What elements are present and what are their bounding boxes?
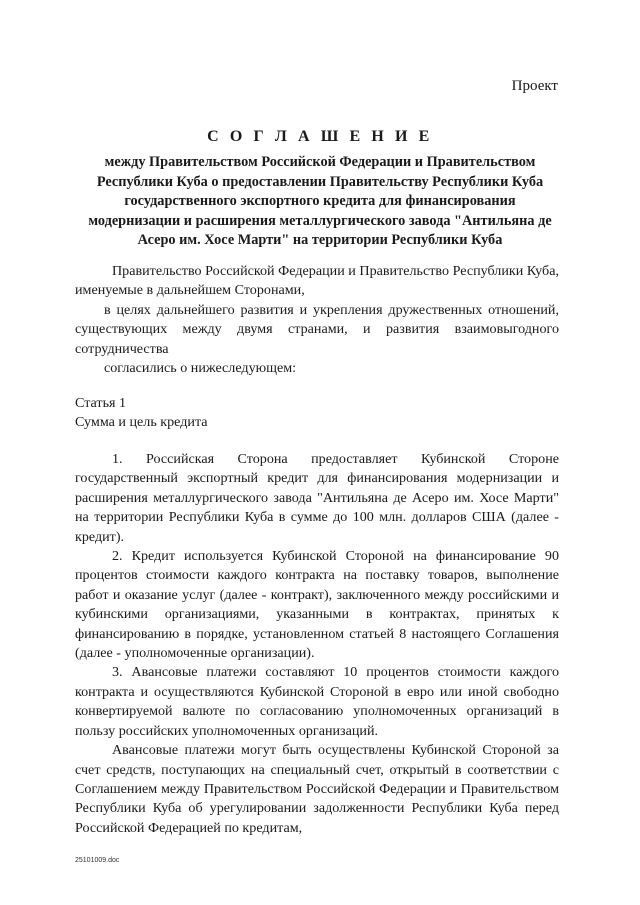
preamble-agreed: согласились о нижеследующем:: [104, 360, 297, 377]
article-1-paragraph: 2. Кредит используется Кубинской Стороной на финансирование 90 процентов стоимости каждого контракта на поставку товаров, выполнение работ и оказание услуг (далее - контракт), заключенного между российскими и кубинскими организациями, указанными в контрактах, принятых к финансированию в порядке, установленном статьей 8 настоящего Соглашения (далее - уполномоченные организации).: [75, 548, 559, 662]
draft-label: Проект: [511, 78, 558, 94]
preamble: [75, 262, 559, 378]
article-1-paragraph: 3. Авансовые платежи составляют 10 процентов стоимости каждого контракта и осуществляются Кубинской Стороной в евро или иной свободно конвертируемой валюте по согласованию уполномоченных организаций в пользу российских уполномоченных организаций.: [75, 664, 559, 739]
preamble-parties: Правительство Российской Федерации и Правительство Республики Куба, именуемые в дальнейшем Сторонами,: [75, 263, 559, 299]
document-title: С О Г Л А Ш Е Н И Е: [207, 128, 433, 145]
article-1-paragraph: Авансовые платежи могут быть осуществлены Кубинской Стороной за счет средств, поступающих на специальный счет, открытый в соответствии с Соглашением между Правительством Российской Федерации и Правительством Республики Куба об урегулировании задолженности Республики Куба перед Российской Федерацией по кредитам,: [75, 742, 559, 836]
file-code: 25101009.doc: [75, 857, 120, 864]
article-1-header: [75, 394, 559, 433]
article-1-number: Статья 1: [75, 395, 127, 411]
article-1-heading: Сумма и цель кредита: [75, 414, 208, 431]
article-1-body: [75, 450, 559, 838]
preamble-purpose: в целях дальнейшего развития и укрепления дружественных отношений, существующих между двумя странами, и развития взаимовыгодного сотрудничества: [75, 301, 559, 357]
document-subtitle: между Правительством Российской Федерации и Правительством Республики Куба о предоставлении Правительству Республики Куба государственного экспортного кредита для финансирования модернизации и расширения металлургического завода "Антильяна де Асеро им. Хосе Марти" на территории Республики Куба: [88, 154, 552, 249]
article-1-paragraph: 1. Российская Сторона предоставляет Кубинской Стороне государственный экспортный кредит для финансирования модернизации и расширения металлургического завода "Антильяна де Асеро им. Хосе Марти" на территории Республики Куба в сумме до 100 млн. долларов США (далее - кредит).: [75, 451, 559, 545]
